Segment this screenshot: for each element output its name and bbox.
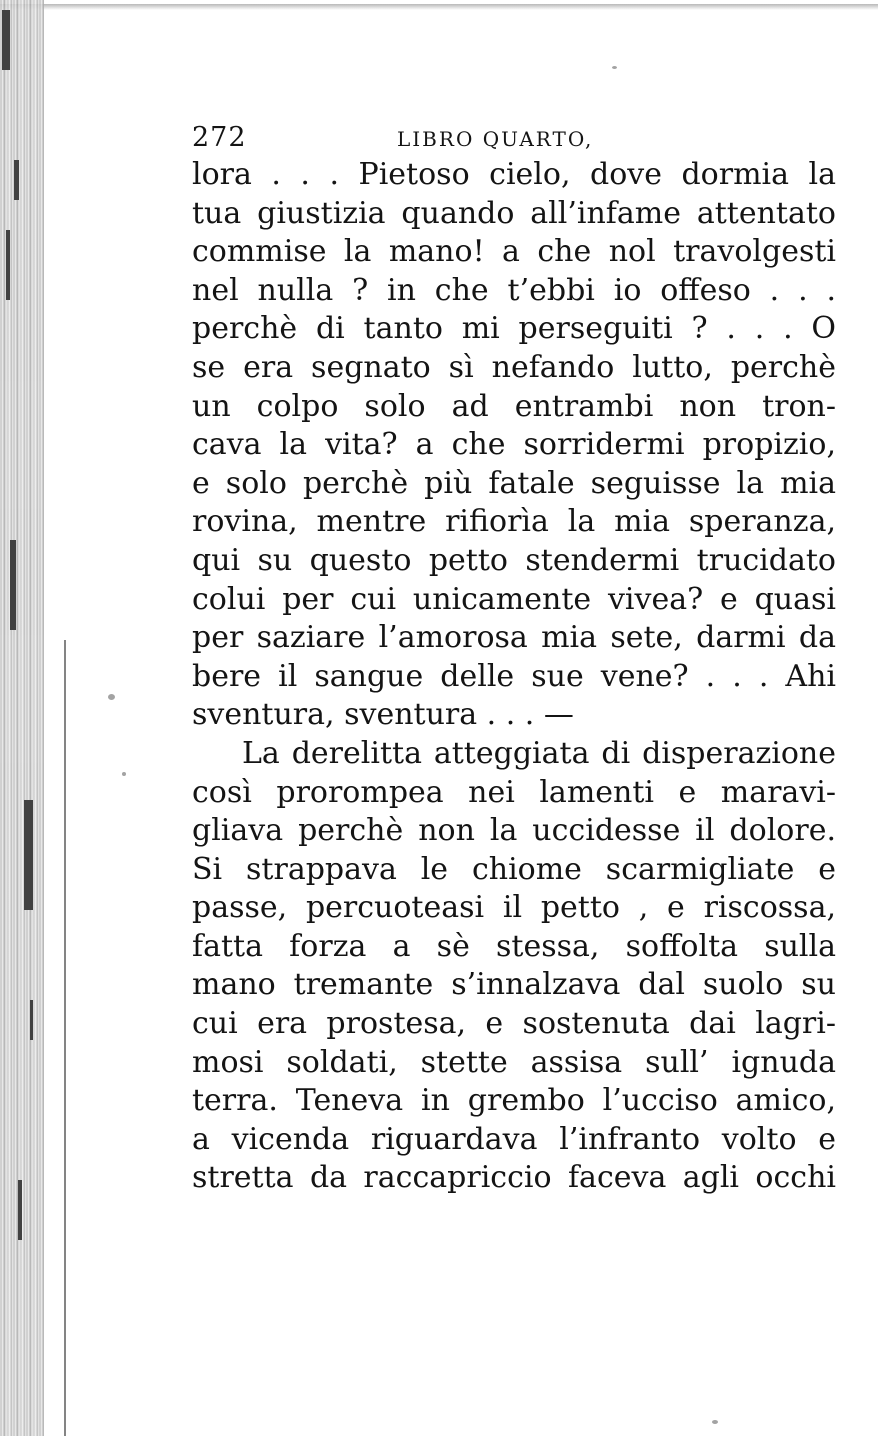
paragraph-start-line: La derelitta atteggiata di disperazione bbox=[242, 735, 836, 771]
paragraph-end-line: sventura, sventura . . . — bbox=[192, 697, 574, 733]
text-line: cui era prostesa, e sostenuta dai lagri- bbox=[192, 1006, 836, 1042]
text-line: se era segnato sì nefando lutto, perchè bbox=[192, 349, 836, 385]
binding-gutter bbox=[0, 0, 44, 1436]
text-line: qui su questo petto stendermi trucidato bbox=[192, 542, 836, 578]
gutter-shadow bbox=[24, 800, 33, 910]
gutter-shadow bbox=[10, 540, 16, 630]
scan-top-edge bbox=[0, 4, 878, 10]
gutter-shadow bbox=[30, 1000, 33, 1040]
ink-speck bbox=[612, 66, 617, 69]
text-line: fatta forza a sè stessa, soffolta sulla bbox=[192, 928, 836, 964]
text-line: perchè di tanto mi perseguiti ? . . . O bbox=[192, 311, 836, 347]
text-line: commise la mano! a che nol travolgesti bbox=[192, 234, 836, 270]
text-line: passe, percuoteasi il petto , e riscossa, bbox=[192, 890, 836, 926]
page-header bbox=[192, 122, 852, 158]
text-line: cava la vita? a che sorridermi propizio, bbox=[192, 427, 836, 463]
text-line: colui per cui unicamente vivea? e quasi bbox=[192, 581, 836, 617]
gutter-shadow bbox=[2, 10, 10, 70]
page-fold-line bbox=[64, 640, 66, 1436]
text-line: un colpo solo ad entrambi non tron- bbox=[192, 388, 836, 424]
gutter-shadow bbox=[14, 160, 19, 200]
text-line: a vicenda riguardava l’infranto volto e bbox=[192, 1121, 836, 1157]
gutter-shadow bbox=[18, 1180, 22, 1240]
ink-speck bbox=[122, 772, 126, 776]
running-title: LIBRO QUARTO, bbox=[397, 127, 594, 151]
text-line: nel nulla ? in che t’ebbi io offeso . . . bbox=[192, 272, 836, 308]
text-line: gliava perchè non la uccidesse il dolore. bbox=[192, 813, 836, 849]
text-line: rovina, mentre rifiorìa la mia speranza, bbox=[192, 504, 836, 540]
text-line: Si strappava le chiome scarmigliate e bbox=[192, 851, 836, 887]
gutter-shadow bbox=[6, 230, 10, 300]
text-line: bere il sangue delle sue vene? . . . Ahi bbox=[192, 658, 836, 694]
text-line: stretta da raccapriccio faceva agli occhi bbox=[192, 1160, 836, 1196]
ink-speck bbox=[712, 1420, 718, 1424]
text-line: così prorompea nei lamenti e maravi- bbox=[192, 774, 836, 810]
text-line: tua giustizia quando all’infame attentato bbox=[192, 195, 836, 231]
page-number: 272 bbox=[192, 122, 247, 153]
text-line: terra. Teneva in grembo l’ucciso amico, bbox=[192, 1083, 836, 1119]
text-line: e solo perchè più fatale seguisse la mia bbox=[192, 465, 836, 501]
text-line: per saziare l’amorosa mia sete, darmi da bbox=[192, 620, 836, 656]
body-text bbox=[192, 156, 836, 1198]
text-line: mosi soldati, stette assisa sull’ ignuda bbox=[192, 1044, 836, 1080]
text-line: mano tremante s’innalzava dal suolo su bbox=[192, 967, 836, 1003]
text-line: lora . . . Pietoso cielo, dove dormia la bbox=[192, 157, 836, 192]
ink-speck bbox=[108, 694, 115, 700]
